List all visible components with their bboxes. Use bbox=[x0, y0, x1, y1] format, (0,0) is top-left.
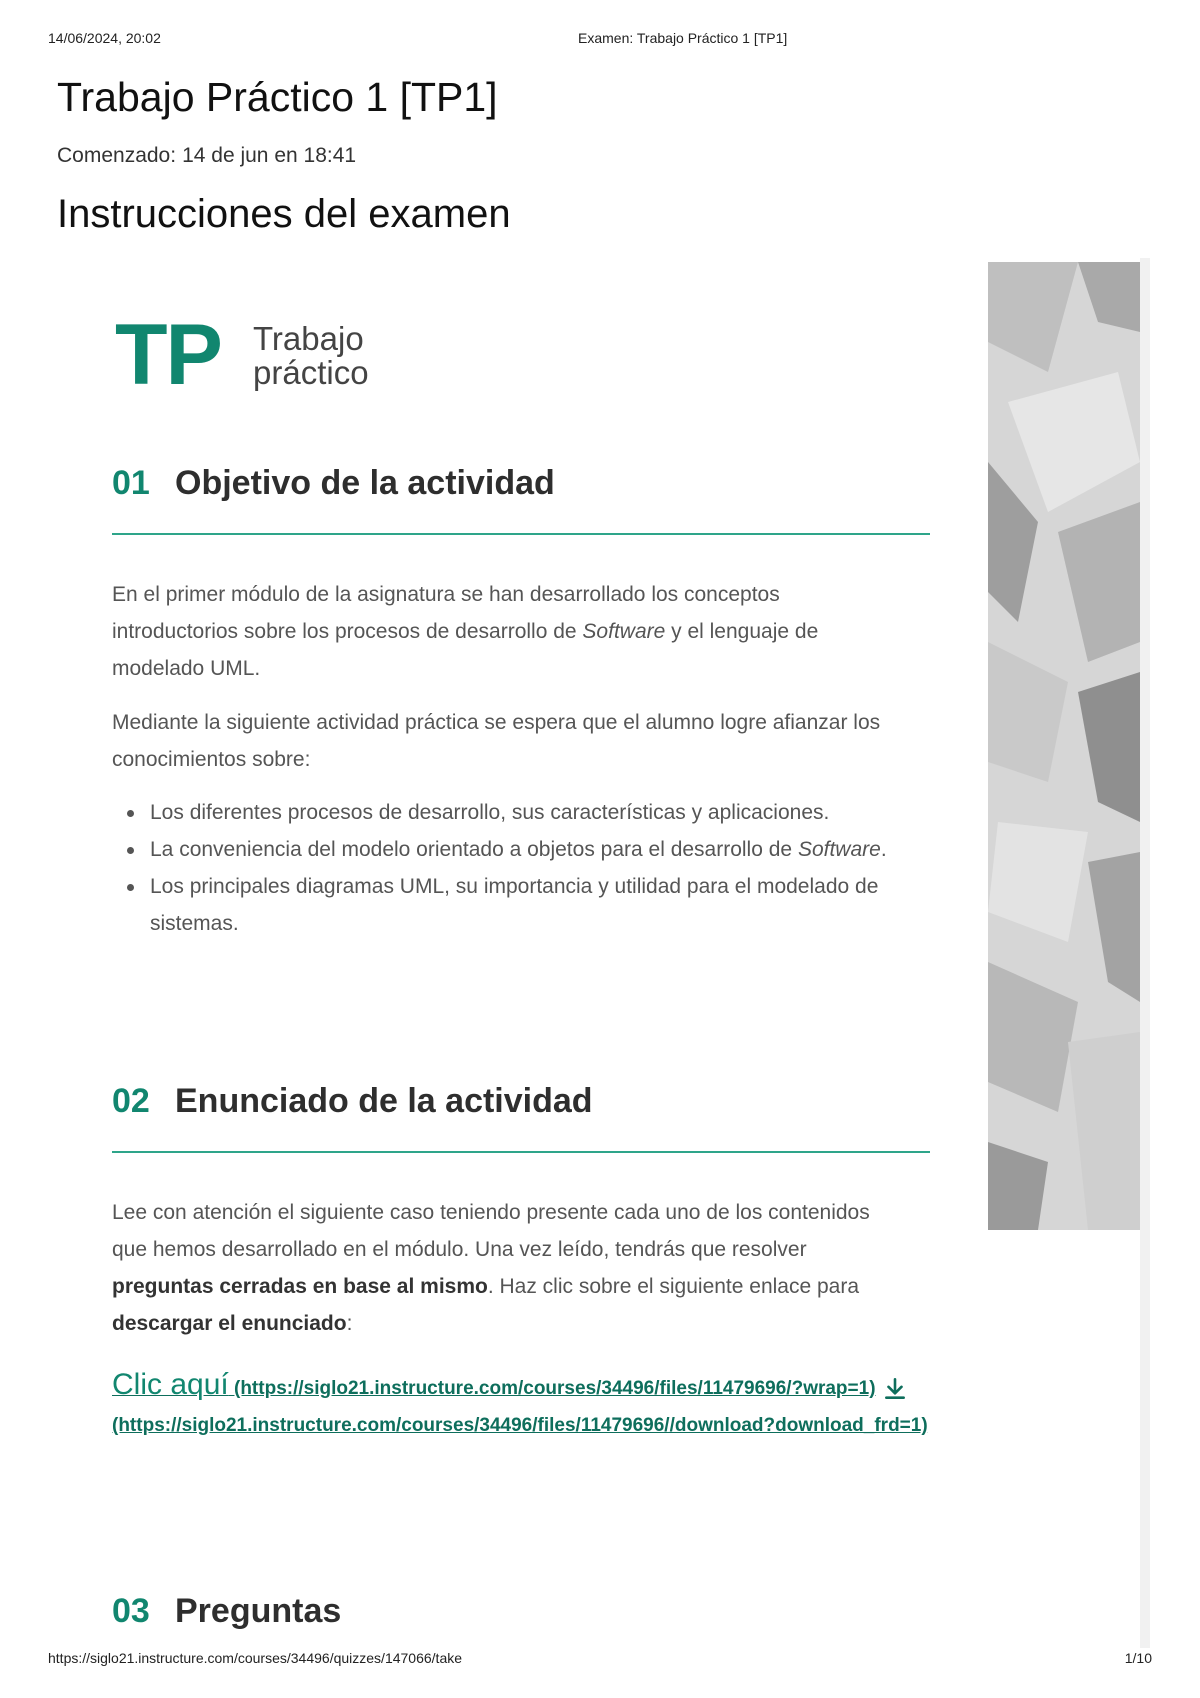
started-value: 14 de jun en 18:41 bbox=[182, 144, 357, 167]
section-number: 01 bbox=[112, 464, 150, 502]
print-page-number: 1/10 bbox=[1124, 1650, 1152, 1666]
print-url: https://siglo21.instructure.com/courses/34496/quizzes/147066/take bbox=[48, 1650, 463, 1666]
tp-logo-line1: Trabajo bbox=[253, 320, 364, 357]
download-icon[interactable] bbox=[882, 1376, 908, 1402]
section-heading-03 bbox=[112, 1592, 932, 1632]
objective-list bbox=[122, 794, 912, 942]
print-footer bbox=[48, 1650, 1152, 1670]
started-label: Comenzado: bbox=[57, 144, 177, 167]
section-title: Preguntas bbox=[175, 1592, 342, 1630]
quiz-title: Trabajo Práctico 1 [TP1] bbox=[57, 74, 498, 120]
architecture-image-art bbox=[988, 262, 1140, 1230]
tp-logo-text bbox=[253, 322, 453, 390]
tp-logo-mark: TP bbox=[115, 307, 221, 403]
section-title: Enunciado de la actividad bbox=[175, 1082, 593, 1120]
print-datetime: 14/06/2024, 20:02 bbox=[48, 30, 161, 46]
objective-paragraph-1: En el primer módulo de la asignatura se han desarrollado los conceptos introductorios sobre los procesos de desarrollo de Software y el lenguaje de modelado UML. bbox=[112, 583, 819, 680]
list-item: Los diferentes procesos de desarrollo, sus características y aplicaciones. bbox=[122, 794, 912, 831]
section-divider bbox=[112, 533, 930, 535]
bullet-icon bbox=[127, 810, 134, 817]
print-header bbox=[48, 30, 1152, 50]
tp-logo-line2: práctico bbox=[253, 354, 369, 391]
print-tab-title: Examen: Trabajo Práctico 1 [TP1] bbox=[578, 30, 788, 46]
section-title: Objetivo de la actividad bbox=[175, 464, 555, 502]
section-number: 03 bbox=[112, 1592, 150, 1630]
section-number: 02 bbox=[112, 1082, 150, 1120]
scrollbar[interactable] bbox=[1140, 258, 1150, 1648]
section-heading-02 bbox=[112, 1082, 932, 1122]
instructions-title: Instrucciones del examen bbox=[57, 192, 511, 236]
decorative-architecture-image bbox=[988, 262, 1140, 1230]
download-link-block bbox=[112, 1366, 932, 1444]
direct-download-link[interactable]: (https://siglo21.instructure.com/courses/34496/files/11479696//download?download_frd=1) bbox=[112, 1415, 928, 1436]
statement-paragraph: Lee con atención el siguiente caso teniendo presente cada uno de los contenidos que hemos desarrollado en el módulo. Una vez leído, tendrás que resolver preguntas cerradas en base al mismo. Haz clic sobre el siguiente enlace para descargar el enunciado: bbox=[112, 1201, 870, 1335]
objective-paragraph-2: Mediante la siguiente actividad práctica se espera que el alumno logre afianzar los conocimientos sobre: bbox=[112, 711, 881, 771]
bullet-icon bbox=[127, 884, 134, 891]
bullet-icon bbox=[127, 847, 134, 854]
list-item: La conveniencia del modelo orientado a objetos para el desarrollo de Software. bbox=[122, 831, 912, 868]
section-heading-01 bbox=[112, 464, 932, 504]
started-info bbox=[57, 144, 362, 168]
download-link[interactable]: Clic aquí (https://siglo21.instructure.com/courses/34496/files/11479696/?wrap=1) bbox=[112, 1368, 876, 1401]
list-item: Los principales diagramas UML, su importancia y utilidad para el modelado de sistemas. bbox=[122, 868, 912, 942]
section-divider bbox=[112, 1151, 930, 1153]
